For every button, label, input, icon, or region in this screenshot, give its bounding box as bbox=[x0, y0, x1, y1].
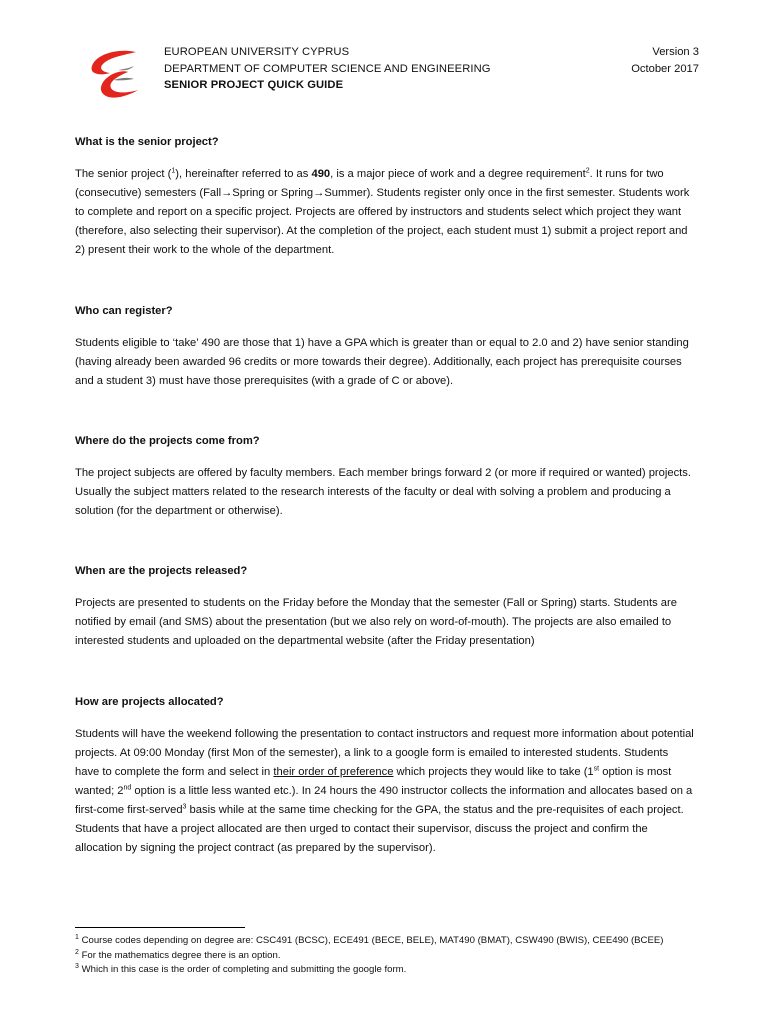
section-heading: How are projects allocated? bbox=[75, 696, 224, 708]
date-label: October 2017 bbox=[631, 62, 699, 75]
section-paragraph: Students eligible to ‘take’ 490 are those that 1) have a GPA which is greater than or equal to 2.0 and 2) have senior standing (having already been awarded 96 credits or more towards their degree). Additionally, each project has prerequisite courses and a student 3) must have those prerequisites (with a grade of C or above). bbox=[75, 337, 689, 387]
eu-cyprus-logo bbox=[84, 46, 142, 102]
footnote-item: $^2$ For the mathematics degree there is an option. bbox=[75, 948, 281, 961]
department-name: DEPARTMENT OF COMPUTER SCIENCE AND ENGINEERING bbox=[164, 62, 491, 75]
version-label: Version 3 bbox=[652, 46, 699, 58]
section-where bbox=[75, 433, 695, 521]
section-how bbox=[75, 694, 695, 858]
section-who bbox=[75, 303, 695, 391]
section-paragraph: Students will have the weekend following the presentation to contact instructors and request more information about potential projects. At 09:00 Monday (first Mon of the semester), a link to a google form is emailed to interested students. Students have to complete the form and select in their order of preference which projects they would like to take (1st option is most wanted; 2nd option is a little less wanted etc.). In 24 hours the 490 instructor collects the information and allocates based on a first-come first-served$^3$ basis while at the same time checking for the GPA, the status and the pre-requisites of each project. Students that have a project allocated are then urged to contact their supervisor, discuss the project and confirm the allocation by signing the project contract (as prepared by the supervisor). bbox=[75, 728, 694, 854]
document-version-block bbox=[631, 44, 699, 77]
section-paragraph: The senior project ($^1$), hereinafter referred to as 490, is a major piece of work and a degree requirement$^2$. It runs for two (consecutive) semesters (Fall→Spring or Spring→Summer). Students register only once in the first semester. Students work to complete and report on a specific project. Projects are offered by instructors and students select which project they want (therefore, also selecting their supervisor). At the completion of the project, each student must 1) submit a project report and 2) present their work to the whole of the department. bbox=[75, 167, 690, 256]
section-heading: What is the senior project? bbox=[75, 136, 219, 148]
section-heading: Who can register? bbox=[75, 305, 173, 317]
footnote-separator bbox=[75, 927, 245, 928]
footnotes bbox=[75, 934, 663, 978]
document-title: SENIOR PROJECT QUICK GUIDE bbox=[164, 79, 344, 91]
university-name: EUROPEAN UNIVERSITY CYPRUS bbox=[164, 46, 350, 58]
section-when bbox=[75, 563, 695, 651]
section-paragraph: Projects are presented to students on the Friday before the Monday that the semester (Fall or Spring) starts. Students are notified by email (and SMS) about the presentation (but we also rely on word-of-mouth). The projects are also emailed to interested students and uploaded on the departmental website (after the Friday presentation) bbox=[75, 597, 677, 647]
section-heading: Where do the projects come from? bbox=[75, 435, 260, 447]
footnote-item: $^1$ Course codes depending on degree are: CSC491 (BCSC), ECE491 (BECE, BELE), MAT490 (BMAT), CSW490 (BWIS), CEE490 (BCEE) bbox=[75, 933, 664, 946]
document-header bbox=[164, 44, 491, 94]
section-what bbox=[75, 134, 695, 260]
footnote-item: $^3$ Which in this case is the order of completing and submitting the google form. bbox=[75, 963, 407, 976]
section-heading: When are the projects released? bbox=[75, 565, 248, 577]
section-paragraph: The project subjects are offered by faculty members. Each member brings forward 2 (or more if required or wanted) projects. Usually the subject matters related to the research interests of the faculty or deal with solving a problem and producing a solution (for the department or otherwise). bbox=[75, 467, 691, 517]
